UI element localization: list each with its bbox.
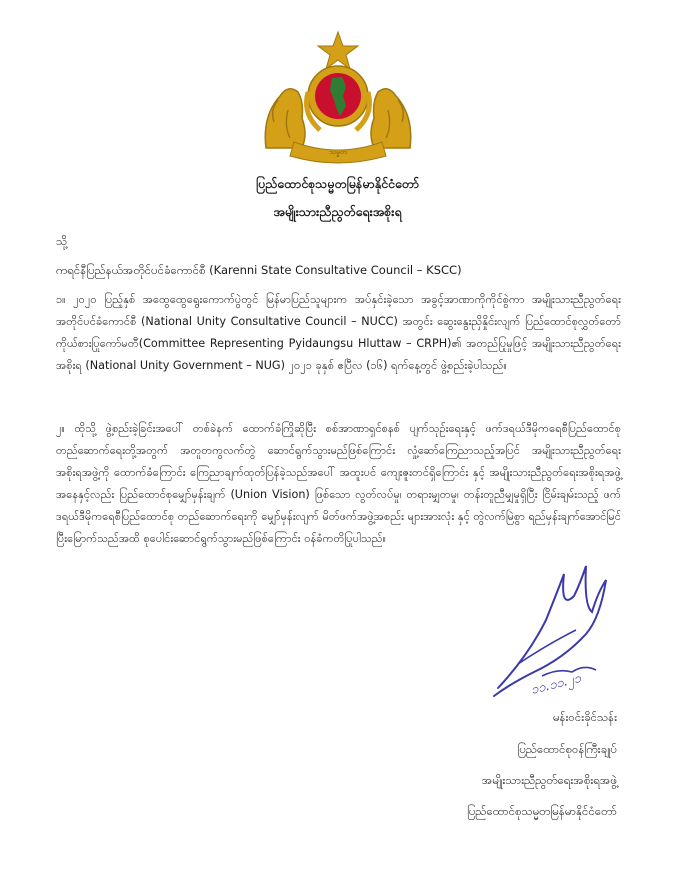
header-country: ပြည်ထောင်စုသမ္မတမြန်မာနိုင်ငံတော် (255, 176, 420, 191)
paragraph-1: ၁။ ၂၀၂၀ ပြည့်နှစ် အထွေထွေရွေးကောက်ပွဲတွင် မြန်မာပြည်သူများက အပ်နှင်းခဲ့သော အခွင့်အာဏာကိုကိုင်စွဲကာ အမျိုးသားညီညွတ်ရေးအတိုင်ပင်ခံကောင်စီ (National Unity Consultative Council – NUCC) အတွင်း ဆွေးနွေးညှိနှိုင်းလျက် ပြည်ထောင်စုလွှတ်တော်ကိုယ်စားပြုကော်မတီ(Committee Representing Pyidaungsu Hluttaw – CRPH)၏ အတည်ပြုမှုဖြင့် အမျိုးသားညီညွတ်ရေးအစိုးရ (National Unity Government – NUG) ၂၀၂၁ ခုနှစ် ဧပြီလ (၁၆) ရက်နေ့တွင် ဖွဲ့စည်းခဲ့ပါသည်။ (56, 293, 621, 372)
paragraph-2: ၂။ ထိုသို့ ဖွဲ့စည်းခဲ့ခြင်းအပေါ် တစ်ခဲနက် ထောက်ခံကြိုဆိုပြီး စစ်အာဏာရှင်စနစ် ပျက်သုဉ်းရေးနှင့် ဖက်ဒရယ်ဒီမိုကရေစီပြည်ထောင်စု တည်ဆောက်ရေးတို့အတွက် အတူတကွလက်တွဲ ဆောင်ရွက်သွားမည်ဖြစ်ကြောင်း လှုံ့ဆော်ကြေညာသည့်အပြင် အမျိုးသားညီညွတ်ရေးအစိုးရအဖွဲ့ကို ထောက်ခံကြောင်း ကြေညာချက်ထုတ်ပြန်ခဲ့သည်အပေါ် အထူးပင် ကျေးဇူးတင်ရှိကြောင်း နှင့် အမျိုးသားညီညွတ်ရေးအစိုးရအဖွဲ့အနေနှင့်လည်း ပြည်ထောင်စုမျှော်မှန်းချက် (Union Vision) ဖြစ်သော လွတ်လပ်မှု၊ တရားမျှတမှု၊ တန်းတူညီမျှမှုရှိပြီး ငြိမ်းချမ်းသည့် ဖက်ဒရယ်ဒီမိုကရေစီပြည်ထောင်စု တည်ဆောက်ရေးကို မျှော်မှန်းလျက် မိတ်ဖက်အဖွဲ့အစည်း များအားလုံး နှင့် တွဲလက်မြဲစွာ ရည်မှန်းချက်အောင်မြင်ပြီးမြောက်သည်အထိ စုပေါင်းဆောင်ရွက်သွားမည်ဖြစ်ကြောင်း ဝန်ခံကတိပြုပါသည်။ (56, 422, 621, 545)
recipient: ကရင်နီပြည်နယ်အတိုင်ပင်ခံကောင်စီ (Karenni State Consultative Council – KSCC) (56, 263, 462, 277)
signatory-country: ပြည်ထောင်စုသမ္မတမြန်မာနိုင်ငံတော် (466, 804, 617, 818)
signatory-organization: အမျိုးသားညီညွတ်ရေးအစိုးရအဖွဲ့ (481, 773, 617, 787)
header-government: အမျိုးသားညီညွတ်ရေးအစိုးရ (273, 204, 402, 219)
handwritten-signature (488, 560, 618, 710)
signatory-name: မန်းဝင်းခိုင်သန်း (552, 710, 617, 724)
emblem-ribbon-text: သမ္မတ (329, 148, 347, 156)
emblem-lion-right-icon (371, 89, 411, 148)
to-label: သို့ (56, 234, 68, 248)
signature-date: ၁၁.၁၁.၂၁ (529, 670, 583, 698)
signatory-title: ပြည်ထောင်စုဝန်ကြီးချုပ် (517, 742, 617, 756)
emblem-star-icon (318, 32, 358, 69)
emblem-lion-left-icon (265, 89, 305, 148)
state-emblem (258, 30, 418, 170)
